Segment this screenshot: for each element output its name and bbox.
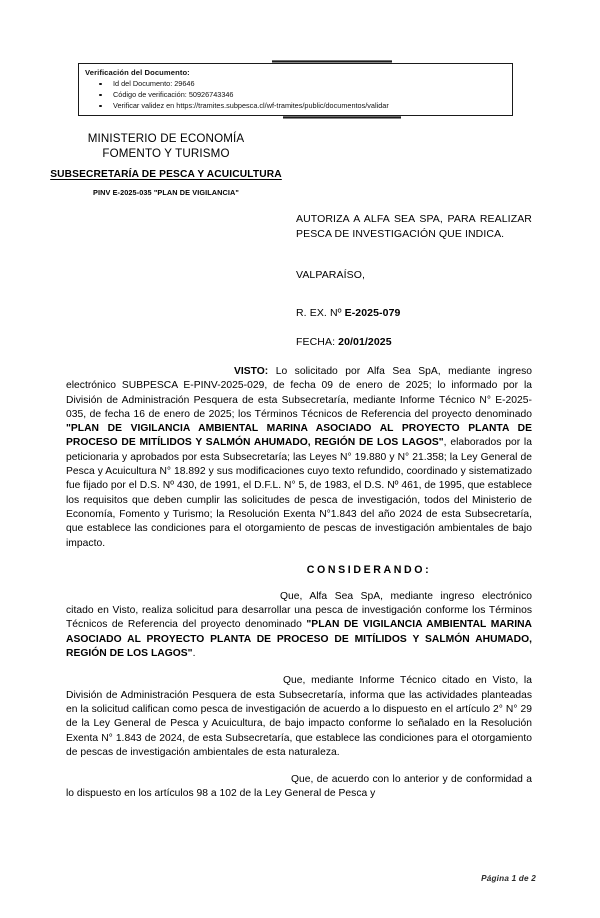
paragraph-considerando-1 xyxy=(66,590,532,661)
resolution-number-value: E-2025-079 xyxy=(344,307,401,319)
verification-box xyxy=(78,63,513,116)
document-subject: AUTORIZA A ALFA SEA SPA, PARA REALIZAR PESCA DE INVESTIGACIÓN QUE INDICA. xyxy=(296,213,532,240)
document-body xyxy=(66,365,532,815)
considerando-2-text: Que, mediante Informe Técnico citado en Visto, la División de Administración Pesquera de esta Subsecretaría, informa que las actividades planteadas en la solicitud califican como pesca de investigación de acuerdo a lo dispuesto en el artículo 2° N° 29 de la Ley General de Pesca y Acuicultura, de bajo impacto conforme lo señalado en la Resolución Exenta N° 1.843 de 2024, de esta Subsecretaría, que establece las condiciones para el otorgamiento de pescas de investigación ambientales de esta naturaleza. xyxy=(66,675,532,758)
document-date-value: 20/01/2025 xyxy=(338,336,392,348)
visto-label: VISTO: xyxy=(234,366,269,377)
ministry-line-2: FOMENTO Y TURISMO xyxy=(102,147,230,160)
city-line: VALPARAÍSO, xyxy=(296,269,365,281)
visto-project-name: "PLAN DE VIGILANCIA AMBIENTAL MARINA ASOCIADO AL PROYECTO PLANTA DE PROCESO DE MITÍLIDOS Y SALMÓN AHUMADO, REGIÓN DE LOS LAGOS" xyxy=(66,423,532,449)
considerando-1-text-b: . xyxy=(192,648,196,660)
considerando-1-text-a: Que, Alfa Sea SpA, mediante ingreso electrónico citado en Visto, realiza solicitud para desarrollar una pesca de investigación conforme los Términos Técnicos de Referencia del proyecto denominado xyxy=(66,590,532,631)
verification-item-url: Verificar validez en https://tramites.subpesca.cl/wf-tramites/public/documentos/validar xyxy=(85,100,512,111)
considerando-1-project-name: "PLAN DE VIGILANCIA AMBIENTAL MARINA ASOCIADO AL PROYECTO PLANTA DE PROCESO DE MITÍLIDOS Y SALMÓN AHUMADO, REGIÓN DE LOS LAGOS" xyxy=(66,619,532,660)
paragraph-visto xyxy=(66,365,532,551)
paragraph-considerando-3 xyxy=(66,773,532,802)
verification-title: Verificación del Documento: xyxy=(85,68,190,77)
document-date xyxy=(296,336,532,348)
verification-item-code: Código de verificación: 50926743346 xyxy=(85,89,512,100)
document-date-label: FECHA: xyxy=(296,336,339,348)
verification-list xyxy=(85,78,512,111)
visto-text-a: Lo solicitado por Alfa Sea SpA, mediante ingreso electrónico SUBPESCA E-PINV-2025-029, de fecha 09 de enero de 2025; lo informado por la División de Administración Pesquera de esta Subsecretaría, mediante Informe Técnico N° E-2025-035, de fecha 16 de enero de 2025; los Términos Técnicos de Referencia del proyecto denominado xyxy=(66,366,532,420)
considerando-3-text: Que, de acuerdo con lo anterior y de conformidad a lo dispuesto en los artículos 98 a 102 de la Ley General de Pesca y xyxy=(66,774,532,800)
considerando-heading: CONSIDERANDO: xyxy=(306,563,432,576)
pinv-reference: PINV E-2025-035 "PLAN DE VIGILANCIA" xyxy=(93,188,239,197)
page-footer: Página 1 de 2 xyxy=(481,874,536,883)
subsecretaria-title: SUBSECRETARÍA DE PESCA Y ACUICULTURA xyxy=(50,169,282,180)
signature-mark-top xyxy=(272,60,392,63)
header-right-block xyxy=(296,212,532,348)
letterhead xyxy=(44,131,288,197)
visto-text-b: , elaborados por la peticionaria y aprobados por esta Subsecretaría; las Leyes N° 19.880 y N° 21.358; la Ley General de Pesca y Acuicultura N° 18.892 y sus modificaciones cuyo texto refundido, coordinado y sistematizado fue fijado por el D.S. Nº 430, de 1991, el D.F.L. N° 5, de 1983, el D.S. Nº 461, de 1995, que establece los requisitos que deben cumplir las solicitudes de pesca de investigación, todos del Ministerio de Economía, Fomento y Turismo; la Resolución Exenta N°1.843 del año 2024 de esta Subsecretaría, que establece las condiciones para el otorgamiento de pescas de investigación ambientales de bajo impacto. xyxy=(66,437,532,549)
verification-item-document-id: Id del Documento: 29646 xyxy=(85,78,512,89)
signature-mark-bottom xyxy=(283,116,401,119)
ministry-line-1: MINISTERIO DE ECONOMÍA xyxy=(87,132,245,145)
resolution-number-label: R. EX. Nº xyxy=(296,307,345,319)
resolution-number xyxy=(296,307,532,319)
paragraph-considerando-2 xyxy=(66,674,532,760)
